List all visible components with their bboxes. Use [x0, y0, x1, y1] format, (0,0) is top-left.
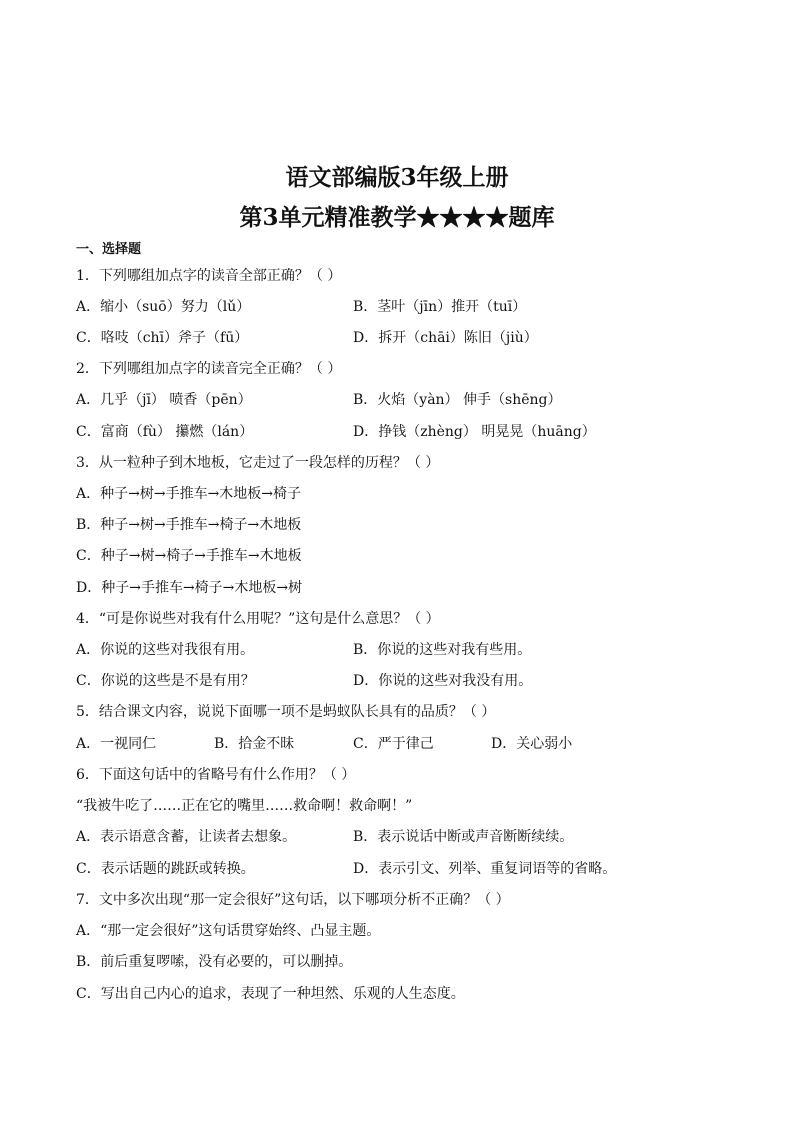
question-1-option-c: C．咯吱（chī）斧子（fū） — [76, 330, 249, 346]
question-3-option-c: C．种子→树→椅子→手推车→木地板 — [76, 548, 302, 564]
question-4-option-c: C．你说的这些是不是有用？ — [76, 673, 255, 689]
question-2-option-b: B．火焰（yàn） 伸手（shēng） — [353, 392, 562, 408]
page-title-line2: 第3单元精准教学★★★★题库 — [239, 204, 555, 231]
question-4-option-b: B．你说的这些对我有些用。 — [353, 642, 532, 658]
question-5-option-d: D．关心弱小 — [491, 736, 573, 752]
question-5-option-b: B．拾金不昧 — [214, 736, 295, 752]
question-7-option-c: C．写出自己内心的追求，表现了一种坦然、乐观的人生态度。 — [76, 986, 465, 1002]
question-3-stem: 3．从一粒种子到木地板，它走过了一段怎样的历程？（ ） — [76, 455, 440, 471]
question-3-option-a: A．种子→树→手推车→木地板→椅子 — [76, 486, 302, 502]
question-2-stem: 2．下列哪组加点字的读音完全正确？（ ） — [76, 361, 342, 377]
question-3-option-d: D．种子→手推车→椅子→木地板→树 — [76, 580, 303, 596]
question-1-option-a: A．缩小（suō）努力（lǔ） — [76, 299, 251, 315]
section-heading: 一、选择题 — [76, 242, 142, 257]
question-4-option-a: A．你说的这些对我很有用。 — [76, 642, 255, 658]
question-1-stem: 1．下列哪组加点字的读音全部正确？（ ） — [76, 268, 342, 284]
page-title-line1: 语文部编版3年级上册 — [285, 164, 509, 191]
question-1-option-d: D．拆开（chāi）陈旧（jiù） — [353, 330, 538, 346]
question-1-option-b: B．茎叶（jīn）推开（tuī） — [353, 299, 527, 315]
question-7-option-b: B．前后重复啰嗦，没有必要的，可以删掉。 — [76, 954, 353, 970]
question-2-option-c: C．富商（fù） 攥燃（lán） — [76, 424, 254, 440]
question-3-option-b: B．种子→树→手推车→椅子→木地板 — [76, 517, 302, 533]
question-6-option-b: B．表示说话中断或声音断断续续。 — [353, 829, 574, 845]
question-6-stem: 6．下面这句话中的省略号有什么作用？（ ） — [76, 767, 356, 783]
question-2-option-d: D．挣钱（zhèng） 明晃晃（huāng） — [353, 424, 596, 440]
question-6-quote: “我被牛吃了……正在它的嘴里……救命啊！救命啊！” — [76, 798, 413, 814]
question-2-option-a: A．几乎（jī） 喷香（pēn） — [76, 392, 252, 408]
question-5-option-c: C．严于律己 — [353, 736, 434, 752]
question-5-option-a: A．一视同仁 — [76, 736, 157, 752]
question-6-option-a: A．表示语意含蓄，让读者去想象。 — [76, 829, 297, 845]
question-5-stem: 5．结合课文内容，说说下面哪一项不是蚂蚁队长具有的品质？（ ） — [76, 704, 496, 720]
question-4-option-d: D．你说的这些对我没有用。 — [353, 673, 533, 689]
question-7-stem: 7．文中多次出现“那一定会很好”这句话，以下哪项分析不正确？（ ） — [76, 892, 510, 908]
question-6-option-c: C．表示话题的跳跃或转换。 — [76, 861, 255, 877]
question-7-option-a: A．“那一定会很好”这句话贯穿始终、凸显主题。 — [76, 923, 381, 939]
question-4-stem: 4．“可是你说些对我有什么用呢？”这句是什么意思？（ ） — [76, 611, 440, 627]
question-6-option-d: D．表示引文、列举、重复词语等的省略。 — [353, 861, 617, 877]
